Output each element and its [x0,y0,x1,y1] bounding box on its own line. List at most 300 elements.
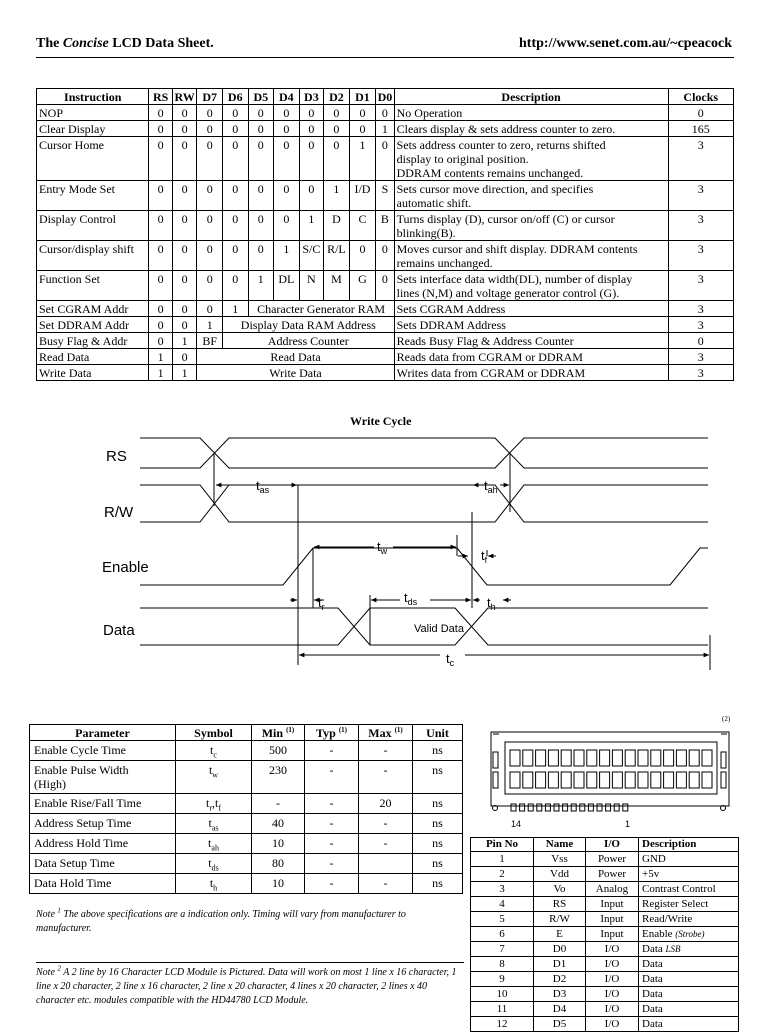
note-divider [36,962,464,963]
bit-cell: 0 [149,301,173,317]
pin-no: 9 [471,972,534,987]
bit-cell: 0 [376,271,394,301]
title-emphasis: Concise [62,36,109,51]
instruction-name: NOP [37,105,149,121]
bit-cell: 0 [172,105,197,121]
param-max: 20 [359,794,413,814]
bit-cell: 0 [149,181,173,211]
instruction-name: Set DDRAM Addr [37,317,149,333]
desc-line: automatic shift. [396,196,472,210]
bit-cell: 1 [299,211,324,241]
param-typ: - [305,834,359,854]
bit-cell: 0 [222,137,248,181]
param-typ: - [305,814,359,834]
pin-name: R/W [534,912,586,927]
bit-cell: 0 [197,181,223,211]
param-name: Enable Rise/Fall Time [30,794,176,814]
param-min: 10 [252,834,305,854]
pin-desc: +5v [639,867,739,882]
instruction-name: Function Set [37,271,149,301]
table-row [30,874,463,894]
col-d1: D1 [349,89,376,105]
bit-cell: G [349,271,376,301]
bit-cell: N [299,271,324,301]
param-typ: - [305,761,359,794]
table-row [471,882,739,897]
desc-line: Sets cursor move direction, and specifies [396,182,594,196]
lcd-character-cell [689,772,699,788]
lcd-character-cell [664,772,674,788]
bit-cell: 0 [248,241,274,271]
lcd-character-cell [523,772,533,788]
pin-name: RS [534,897,586,912]
instruction-description [394,137,668,181]
table-row [37,365,734,381]
bit-cell: 0 [172,317,197,333]
bit-cell: 1 [274,241,300,271]
bit-cell: 0 [197,241,223,271]
bit-cell: 0 [349,241,376,271]
table-row [30,814,463,834]
bit-cell: 0 [299,137,324,181]
instruction-name: Busy Flag & Addr [37,333,149,349]
lcd-character-cell [676,772,686,788]
label-tah: $t_{ah}$ [484,478,498,495]
bit-cell: 0 [222,241,248,271]
pin-io: Power [586,867,639,882]
param-min: 500 [252,741,305,761]
bit-cell: 0 [222,121,248,137]
lcd-character-cell [587,772,597,788]
pin-desc: Register Select [639,897,739,912]
lcd-character-cell [612,772,622,788]
bit-cell: 0 [149,121,173,137]
lcd-character-cell [536,750,546,766]
bit-cell: 0 [349,121,376,137]
bit-cell: 0 [197,121,223,137]
lcd-character-cell [523,750,533,766]
instruction-description: Writes data from CGRAM or DDRAM [394,365,668,381]
desc-line: blinking(B). [396,226,456,240]
pin-desc: GND [639,852,739,867]
col-pin-no: Pin No [471,838,534,852]
param-max: - [359,814,413,834]
signal-label-data: Data [103,622,135,639]
lcd-character-cell [600,772,610,788]
instruction-name: Cursor Home [37,137,149,181]
bit-cell: 1 [324,181,350,211]
lcd-header-pins [511,804,628,811]
write-cycle-title: Write Cycle [350,414,412,428]
pin-no: 12 [471,1017,534,1032]
lcd-character-cell [638,772,648,788]
bit-cell: C [349,211,376,241]
desc-line: display to original position. [396,152,529,166]
param-unit: ns [413,854,463,874]
pin-no: 5 [471,912,534,927]
pin-no: 1 [471,852,534,867]
pin-no: 8 [471,957,534,972]
pin-io: Input [586,897,639,912]
label-tf: $t_f$ [481,548,488,565]
table-row [471,927,739,942]
table-row [471,972,739,987]
param-name: Data Setup Time [30,854,176,874]
pin-no: 11 [471,1002,534,1017]
instruction-clocks: 3 [668,349,733,365]
footnote-1: Note $^1$ The above specifications are a indication only. Timing will vary from manufacturer to manufacturer. [36,906,406,934]
lcd-character-cell [651,750,661,766]
bit-cell: 1 [349,137,376,181]
instruction-description: Reads data from CGRAM or DDRAM [394,349,668,365]
lcd-character-cell [510,750,520,766]
param-max: - [359,741,413,761]
pin-io: Power [586,852,639,867]
bit-cell: 0 [172,301,197,317]
table-row [37,349,734,365]
table-row [471,912,739,927]
instruction-name: Read Data [37,349,149,365]
pin-label-14: 14 [511,819,522,829]
table-row [471,852,739,867]
pin-io: I/O [586,1017,639,1032]
header-url[interactable]: http://www.senet.com.au/~cpeacock [519,36,732,51]
bit-cell: 0 [324,137,350,181]
bit-cell: BF [197,333,223,349]
lcd-header-pin [597,804,602,811]
col-min [252,725,305,741]
pin-desc: Data LSB [639,942,739,957]
param-unit: ns [413,814,463,834]
lcd-character-cell [548,772,558,788]
bit-cell: 0 [197,271,223,301]
bit-cell: 0 [197,137,223,181]
col-max-label: Max [368,726,392,740]
param-symbol: $t_r,t_f$ [176,794,252,814]
param-typ: - [305,874,359,894]
lcd-character-cells [510,750,712,788]
instruction-description [394,241,668,271]
desc-line: DDRAM contents remains unchanged. [396,166,584,180]
bit-cell: I/D [349,181,376,211]
instruction-clocks: 0 [668,105,733,121]
pin-label-1: 1 [625,819,631,829]
pin-desc: Contrast Control [639,882,739,897]
lcd-character-cell [587,750,597,766]
param-header-row [30,725,463,741]
param-typ: - [305,741,359,761]
bit-cell: 0 [172,181,197,211]
table-row [471,897,739,912]
desc-line: Sets address counter to zero, returns shifted [396,138,606,152]
lcd-bracket-right-top [721,752,726,768]
lcd-header-pin [623,804,628,811]
bit-span-cell: Write Data [197,365,394,381]
col-pin-description: Description [639,838,739,852]
param-unit: ns [413,794,463,814]
lcd-header-pin [511,804,516,811]
instruction-clocks: 3 [668,271,733,301]
lcd-character-cell [702,750,712,766]
pin-no: 2 [471,867,534,882]
param-max: - [359,834,413,854]
bit-span-cell: Character Generator RAM [248,301,394,317]
lcd-character-cell [664,750,674,766]
enable-signal-trace [140,548,708,585]
bit-cell: 0 [376,105,394,121]
bit-cell: 0 [222,271,248,301]
table-row [471,957,739,972]
table-row [37,105,734,121]
bit-span-cell: Display Data RAM Address [222,317,394,333]
lcd-character-cell [548,750,558,766]
pin-name: D3 [534,987,586,1002]
instruction-name: Write Data [37,365,149,381]
col-pin-io: I/O [586,838,639,852]
header-rule [36,57,734,58]
bit-cell: 0 [149,271,173,301]
table-row [30,741,463,761]
bit-cell: 0 [222,105,248,121]
col-description: Description [394,89,668,105]
col-d3: D3 [299,89,324,105]
param-unit: ns [413,834,463,854]
bit-cell: 1 [172,365,197,381]
bit-cell: 0 [172,349,197,365]
pin-desc: Data [639,1017,739,1032]
footnote-ref: (1) [338,726,347,734]
pin-no: 10 [471,987,534,1002]
instruction-clocks: 3 [668,137,733,181]
instruction-name: Display Control [37,211,149,241]
lcd-character-cell [638,750,648,766]
bit-cell: 1 [149,349,173,365]
instruction-name: Set CGRAM Addr [37,301,149,317]
bit-cell: 0 [299,181,324,211]
param-name: Address Setup Time [30,814,176,834]
bit-cell: 0 [248,137,274,181]
instruction-clocks: 3 [668,365,733,381]
write-cycle-timing-diagram [0,430,768,680]
pin-desc: Data [639,1002,739,1017]
signal-label-enable: Enable [102,559,149,576]
col-min-label: Min [261,726,284,740]
param-min: - [252,794,305,814]
bit-cell: 0 [197,105,223,121]
param-name: Enable Cycle Time [30,741,176,761]
bit-cell: 0 [149,241,173,271]
param-unit: ns [413,874,463,894]
param-name: Address Hold Time [30,834,176,854]
lcd-bracket-left-bottom [493,772,498,788]
col-instruction: Instruction [37,89,149,105]
instruction-description: No Operation [394,105,668,121]
pin-name: Vo [534,882,586,897]
bit-cell: 0 [172,271,197,301]
lcd-bracket-left-top [493,752,498,768]
pin-desc: Data [639,957,739,972]
param-unit: ns [413,761,463,794]
pin-io: Input [586,912,639,927]
bit-cell: 0 [299,121,324,137]
bit-cell: 0 [172,211,197,241]
bit-span-cell: Address Counter [222,333,394,349]
desc-line: Turns display (D), cursor on/off (C) or cursor [396,212,615,226]
col-rs: RS [149,89,173,105]
footnote-ref: (1) [286,726,295,734]
instruction-description: Sets DDRAM Address [394,317,668,333]
param-min: 40 [252,814,305,834]
bit-cell: 1 [197,317,223,333]
bit-cell: 0 [248,105,274,121]
pin-desc: Read/Write [639,912,739,927]
col-d4: D4 [274,89,300,105]
label-th: $t_h$ [487,595,496,612]
param-typ: - [305,854,359,874]
instruction-clocks: 3 [668,317,733,333]
pin-io: I/O [586,987,639,1002]
col-rw: RW [172,89,197,105]
bit-cell: S [376,181,394,211]
col-clocks: Clocks [668,89,733,105]
bit-cell: DL [274,271,300,301]
bit-cell: 0 [197,211,223,241]
lcd-character-cell [510,772,520,788]
instruction-header-row [37,89,734,105]
lcd-header-pin [580,804,585,811]
signal-label-rs: RS [106,448,127,465]
pin-name: E [534,927,586,942]
desc-line: lines (N,M) and voltage generator control (G). [396,286,620,300]
instruction-clocks: 3 [668,211,733,241]
table-row [471,1002,739,1017]
instruction-description: Clears display & sets address counter to zero. [394,121,668,137]
instruction-name: Entry Mode Set [37,181,149,211]
desc-line: remains unchanged. [396,256,493,270]
title-post: LCD Data Sheet. [112,36,214,51]
instruction-description [394,211,668,241]
desc-line: Moves cursor and shift display. DDRAM contents [396,242,638,256]
pin-desc: Data [639,987,739,1002]
pin-name: D1 [534,957,586,972]
param-min: 10 [252,874,305,894]
param-min: 230 [252,761,305,794]
lcd-header-pin [537,804,542,811]
lcd-header-pin [588,804,593,811]
table-row [37,271,734,301]
table-row [37,333,734,349]
bit-cell: 1 [172,333,197,349]
table-row [37,137,734,181]
lcd-character-cell [574,772,584,788]
instruction-clocks: 165 [668,121,733,137]
label-tas: $t_{as}$ [256,478,270,495]
label-tw: $t_w$ [377,539,388,556]
lcd-character-cell [561,772,571,788]
instruction-description: Reads Busy Flag & Address Counter [394,333,668,349]
bit-cell: 1 [222,301,248,317]
bit-cell: 0 [274,137,300,181]
instruction-description: Sets CGRAM Address [394,301,668,317]
bit-cell: 0 [222,181,248,211]
pin-no: 7 [471,942,534,957]
bit-cell: 0 [274,121,300,137]
bit-cell: R/L [324,241,350,271]
bit-cell: 0 [248,121,274,137]
lcd-character-cell [574,750,584,766]
col-parameter: Parameter [30,725,176,741]
col-d5: D5 [248,89,274,105]
col-d0: D0 [377,90,393,104]
bit-cell: 0 [149,105,173,121]
param-symbol: $t_w$ [176,761,252,794]
pin-name: Vss [534,852,586,867]
instruction-description [394,181,668,211]
table-row [471,867,739,882]
footnote-2: Note $^2$ A 2 line by 16 Character LCD Module is Pictured. Data will work on most 1 line x 16 character, 1 line x 20 character, 2 line x 16 character, 2 line x 20 character, 4 lines x 20 character, 2 lines x 40 character etc. modules compatible with the HD44780 LCD Module. [36,964,457,1006]
pin-io: I/O [586,972,639,987]
table-row [37,241,734,271]
col-pin-name: Name [534,838,586,852]
table-row [30,761,463,794]
pin-no: 4 [471,897,534,912]
param-min: 80 [252,854,305,874]
lcd-character-cell [561,750,571,766]
param-unit: ns [413,741,463,761]
pin-name: Vdd [534,867,586,882]
col-typ [305,725,359,741]
param-name: Enable Pulse Width (High) [30,761,176,794]
bit-cell: 0 [197,301,223,317]
param-symbol: $t_{ds}$ [176,854,252,874]
bit-cell: 0 [172,121,197,137]
table-row [37,211,734,241]
bit-cell: 0 [149,137,173,181]
table-row [30,834,463,854]
bit-cell: D [324,211,350,241]
table-row [471,1017,739,1032]
title-pre: The [36,36,60,51]
lcd-header-pin [606,804,611,811]
param-name: Data Hold Time [30,874,176,894]
bit-cell: M [324,271,350,301]
lcd-header-pin [528,804,533,811]
table-row [471,987,739,1002]
lcd-character-cell [702,772,712,788]
bit-cell: 0 [324,121,350,137]
pin-name: D2 [534,972,586,987]
lcd-header-pin [520,804,525,811]
param-typ: - [305,794,359,814]
table-row [37,181,734,211]
bit-cell: 1 [149,365,173,381]
pin-no: 3 [471,882,534,897]
bit-cell: 0 [149,333,173,349]
param-max: - [359,761,413,794]
table-row [30,854,463,874]
desc-line: Sets interface data width(DL), number of display [396,272,633,286]
col-symbol: Symbol [176,725,252,741]
pin-desc: Enable (Strobe) [639,927,739,942]
lcd-character-cell [625,750,635,766]
lcd-header-pin [571,804,576,811]
col-max [359,725,413,741]
col-unit: Unit [413,725,463,741]
lcd-character-cell [676,750,686,766]
param-symbol: $t_{as}$ [176,814,252,834]
footnote-ref: (1) [394,726,403,734]
col-typ-label: Typ [316,726,336,740]
